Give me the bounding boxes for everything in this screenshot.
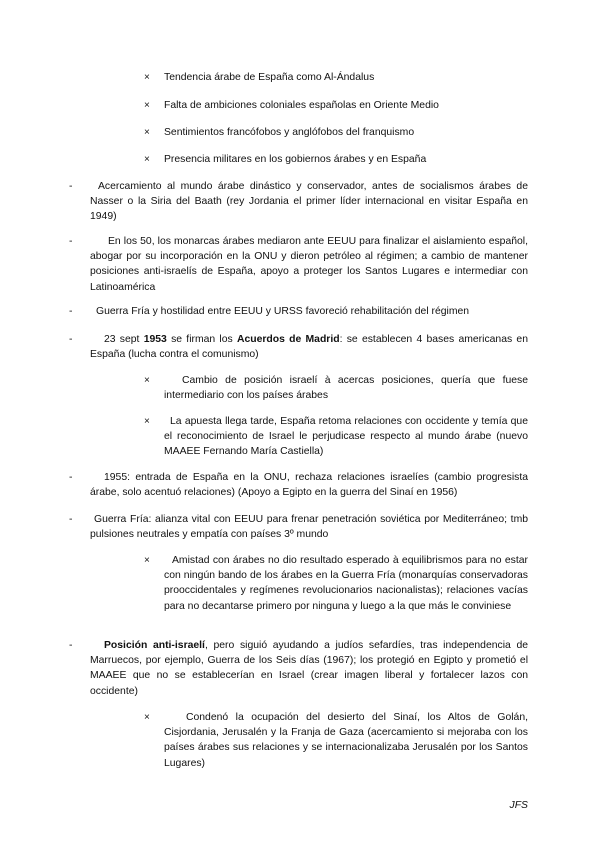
year-bold: 1953 — [143, 334, 167, 345]
cross-bullet-icon: × — [144, 416, 150, 427]
footer-initials: JFS — [509, 800, 528, 811]
cross-bullet-icon: × — [144, 127, 150, 138]
list-item-text — [90, 332, 528, 362]
list-item-text: La apuesta llega tarde, España retoma relaciones con occidente y temía que el reconocimiento de Israel le perjudicase respecto al mundo árabe (nuevo MAAEE Fernando María Castiella) — [164, 416, 528, 458]
list-item-text: Cambio de posición israelí à acercas posiciones, quería que fuese intermediario con los países árabes — [164, 375, 528, 402]
agreement-bold: Acuerdos de Madrid — [236, 334, 340, 345]
heading-bold: Posición anti-israelí — [104, 640, 205, 651]
cross-bullet-icon: × — [144, 712, 150, 723]
text-run: : se establecen 4 bases americanas en España (lucha contra el comunismo) — [90, 334, 528, 361]
cross-bullet-icon: × — [144, 375, 150, 386]
list-item-text: Guerra Fría y hostilidad entre EEUU y URSS favoreció rehabilitación del régimen — [96, 306, 470, 317]
dash-bullet-icon: - — [69, 181, 73, 192]
list-item-text — [90, 638, 528, 699]
dash-bullet-icon: - — [69, 306, 73, 317]
text-run: se firman los — [166, 334, 237, 345]
cross-bullet-icon: × — [144, 154, 150, 165]
list-item-text: Guerra Fría: alianza vital con EEUU para frenar penetración soviética por Mediterráneo; tmb pulsiones neutrales y empatía con países 3º mundo — [90, 514, 528, 541]
cross-bullet-icon: × — [144, 72, 150, 83]
text-run: , pero siguió ayudando a judíos sefardíes, tras independencia de Marruecos, por ejemplo, Guerra de los Seis días (1967); los protegió en Egipto y prometió el MAAEE que no se establecerían en Israel (crear imagen liberal y fortalecer lazos con occidente) — [90, 640, 528, 697]
list-item-text: Sentimientos francófobos y anglófobos del franquismo — [164, 127, 415, 138]
cross-bullet-icon: × — [144, 555, 150, 566]
dash-bullet-icon: - — [69, 640, 73, 651]
dash-bullet-icon: - — [69, 334, 73, 345]
list-item-text: Presencia militares en los gobiernos árabes y en España — [164, 154, 427, 165]
list-item-text: Acercamiento al mundo árabe dinástico y conservador, antes de socialismos árabes de Nasser o la Siria del Baath (rey Jordania el primer líder internacional en visitar España en 1949) — [90, 181, 528, 223]
list-item-text: Falta de ambiciones coloniales españolas en Oriente Medio — [164, 100, 439, 111]
dash-bullet-icon: - — [69, 236, 73, 247]
list-item-text: Tendencia árabe de España como Al-Ándalus — [164, 72, 375, 83]
list-item-text: En los 50, los monarcas árabes mediaron ante EEUU para finalizar el aislamiento español, abogar por su incorporación en la ONU y dieron petróleo al régimen; a cambio de mantener posiciones anti-israelís de España, apoyo a proteger los Santos Lugares e intermediar con Latinoamérica — [90, 236, 528, 293]
dash-bullet-icon: - — [69, 514, 73, 525]
dash-bullet-icon: - — [69, 472, 73, 483]
list-item-text: Amistad con árabes no dio resultado esperado à equilibrismos para no estar con ningún bando de los árabes en la Guerra Fría (monarquías conservadoras prooccidentales y regímenes revolucionarios nacionalistas); relaciones vacías para no decantarse primero por ninguna y luego a la que más le conviniese — [164, 555, 528, 612]
cross-bullet-icon: × — [144, 100, 150, 111]
text-run: 23 sept — [104, 334, 144, 345]
list-item-text: Condenó la ocupación del desierto del Sinaí, los Altos de Golán, Cisjordania, Jerusalén y la Franja de Gaza (acercamiento si mejoraba con los países árabes sus relaciones y se internacionalizaba Jerusalén por los Santos Lugares) — [164, 712, 528, 769]
list-item-text: 1955: entrada de España en la ONU, rechaza relaciones israelíes (cambio progresista árabe, solo acentuó relaciones) (Apoyo a Egipto en la guerra del Sinaí en 1956) — [90, 472, 528, 499]
